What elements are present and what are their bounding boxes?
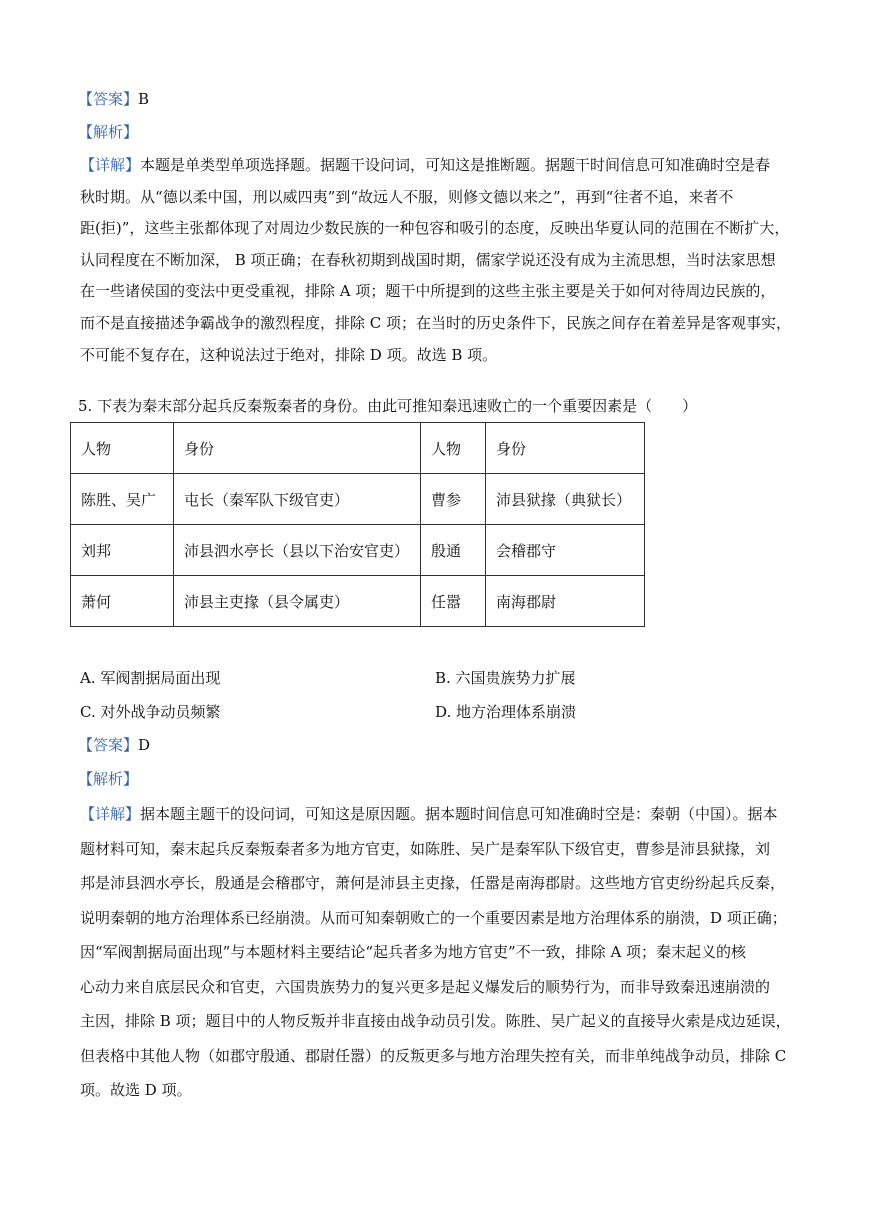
q5-answer	[78, 735, 798, 755]
table-header-cell: 人物	[71, 423, 174, 474]
table-header-row	[71, 423, 645, 474]
q4-detail-line: 距(拒)”，这些主张都体现了对周边少数民族的一种包容和吸引的态度，反映出华夏认同的范围在不断扩大，	[80, 219, 790, 238]
q5-detail-label: 【详解】	[80, 805, 141, 823]
option-c: C. 对外战争动员频繁	[80, 703, 221, 721]
q5-analysis	[78, 769, 798, 789]
q4-detail-line: 【详解】本题是单类型单项选择题。据题干设问词，可知这是推断题。据题干时间信息可知准确时空是春	[80, 156, 771, 174]
table-cell: 殷通	[421, 525, 486, 576]
q5-detail-line: 因“军阀割据局面出现”与本题材料主要结论“起兵者多为地方官吏”不一致，排除 A 项；秦末起义的核	[80, 943, 747, 961]
q4-analysis	[78, 122, 798, 142]
q5-detail-line: 项。故选 D 项。	[80, 1081, 192, 1099]
q5-detail-line: 题材料可知，秦末起兵反秦叛秦者多为地方官吏，如陈胜、吴广是秦军队下级官吏，曹参是沛县狱掾，刘	[80, 839, 771, 858]
option-b: B. 六国贵族势力扩展	[435, 669, 576, 687]
table-header-cell: 身份	[486, 423, 645, 474]
q5-stem: 5. 下表为秦末部分起兵反秦叛秦者的身份。由此可推知秦迅速败亡的一个重要因素是（ ）	[78, 397, 698, 415]
table-cell: 沛县主吏掾（县令属吏）	[174, 576, 421, 627]
q4-answer-label: 【答案】	[78, 90, 139, 108]
table-cell: 沛县泗水亭长（县以下治安官吏）	[174, 525, 421, 576]
q5-analysis-label: 【解析】	[78, 770, 139, 788]
table-cell: 会稽郡守	[486, 525, 645, 576]
table-row	[71, 474, 645, 525]
table-header-cell: 人物	[421, 423, 486, 474]
q5-detail-line: 【详解】据本题主题干的设问词，可知这是原因题。据本题时间信息可知准确时空是：秦朝（中国）。据本	[80, 805, 778, 823]
table-cell: 沛县狱掾（典狱长）	[486, 474, 645, 525]
q4-detail	[80, 150, 792, 371]
table-cell: 陈胜、吴广	[71, 474, 174, 525]
table-header-cell: 身份	[174, 423, 421, 474]
q4-detail-line: 在一些诸侯国的变法中更受重视，排除 A 项；题干中所提到的这些主张主要是关于如何对待周边民族的，	[80, 282, 776, 301]
option-a: A. 军阀割据局面出现	[80, 669, 221, 687]
q4-answer-value: B	[138, 90, 150, 108]
q4-detail-line: 不可能不复存在，这种说法过于绝对，排除 D 项。故选 B 项。	[80, 345, 498, 364]
q4-analysis-label: 【解析】	[78, 123, 139, 141]
table-row	[71, 576, 645, 627]
q4-detail-label: 【详解】	[80, 156, 141, 174]
q4-answer	[78, 89, 798, 109]
option-d: D. 地方治理体系崩溃	[435, 703, 577, 721]
q5-detail	[80, 797, 792, 1108]
table-cell: 任嚣	[421, 576, 486, 627]
table-row	[71, 525, 645, 576]
q5-detail-line: 邦是沛县泗水亭长，殷通是会稽郡守，萧何是沛县主吏掾，任嚣是南海郡尉。这些地方官吏纷纷起兵反秦，	[80, 874, 786, 892]
q5-detail-line: 但表格中其他人物（如郡守殷通、郡尉任嚣）的反叛更多与地方治理失控有关，而非单纯战争动员，排除 C	[80, 1046, 787, 1065]
q5-detail-line: 说明秦朝的地方治理体系已经崩溃。从而可知秦朝败亡的一个重要因素是地方治理体系的崩溃，D 项正确；	[80, 908, 787, 927]
q5-table	[70, 422, 645, 627]
q4-detail-line: 认同程度在不断加深， B 项正确；在春秋初期到战国时期，儒家学说还没有成为主流思想，当时法家思想	[80, 250, 776, 269]
table-cell: 萧何	[71, 576, 174, 627]
q5-detail-line: 心动力来自底层民众和官吏，六国贵族势力的复兴更多是起义爆发后的顺势行为，而非导致秦迅速崩溃的	[80, 977, 771, 996]
q5-answer-value: D	[138, 736, 151, 754]
table-cell: 南海郡尉	[486, 576, 645, 627]
table-cell: 刘邦	[71, 525, 174, 576]
q5-answer-label: 【答案】	[78, 736, 139, 754]
q4-detail-line: 秋时期。从“德以柔中国，刑以威四夷”到“故远人不服，则修文德以来之”，再到“往者不追，来者不	[80, 187, 734, 206]
q5-detail-line: 主因，排除 B 项；题目中的人物反叛并非直接由战争动员引发。陈胜、吴广起义的直接导火索是戍边延误，	[80, 1012, 791, 1030]
table-cell: 屯长（秦军队下级官吏）	[174, 474, 421, 525]
q4-detail-line: 而不是直接描述争霸战争的激烈程度，排除 C 项；在当时的历史条件下，民族之间存在着差异是客观事实，	[80, 313, 792, 332]
table-cell: 曹参	[421, 474, 486, 525]
